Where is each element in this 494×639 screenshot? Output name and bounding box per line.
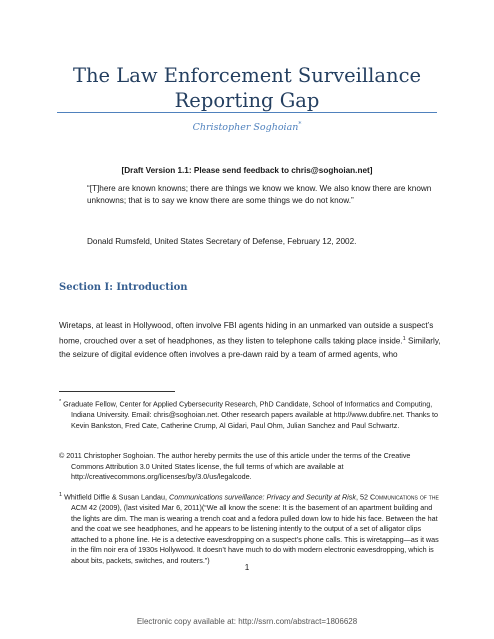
- paper-title-line-2: Reporting Gap: [174, 89, 320, 112]
- body-text-1: Wiretaps, at least in Hollywood, often involve FBI agents hiding in an unmarked van outside a suspect’s home, crouched over a set of headphones, as they listen to telephone calls taking place inside.: [59, 321, 434, 346]
- author-line: [40, 121, 454, 133]
- footnote-1-cite: , 52: [355, 492, 370, 502]
- page-number: 1: [244, 563, 250, 572]
- draft-notice: [Draft Version 1.1: Please send feedback to chris@soghoian.net]: [121, 166, 373, 175]
- paper-title: [40, 63, 454, 113]
- epigraph-attribution: Donald Rumsfeld, United States Secretary of Defense, February 12, 2002.: [87, 237, 357, 246]
- footnote-ref-1[interactable]: 1: [402, 335, 406, 342]
- title-divider: [57, 112, 437, 113]
- footnote-1: [59, 490, 444, 567]
- paper-title-line-1: The Law Enforcement Surveillance: [72, 64, 422, 87]
- author-name: Christopher Soghoian: [192, 122, 299, 134]
- author-footnote-mark[interactable]: *: [298, 121, 302, 128]
- ssrn-footer[interactable]: Electronic copy available at: http://ssrn.com/abstract=1806628: [136, 617, 358, 626]
- footnote-1-book: Communications surveillance: Privacy and Security at Risk: [169, 492, 356, 502]
- body-text-2: Similarly, the seizure of digital evidence often involves a pre-dawn raid by a team of armed agents, who: [59, 336, 441, 359]
- footnote-1-rest: 42 (2009), (last visited Mar 6, 2011)(“We all know the scene: It is the basement of an apartment building and the lights are dim. The man is wearing a trench coat and a fedora pulled down low to hide his face. Between the hat and the coat we see headphones, and he appears to be listening intently to the output of a set of alligator clips attached to a phone line. He is a detective eavesdropping on a suspect’s phone calls. This is wiretapping—as it was in the film noir era of 1930s Hollywood. It doesn’t have much to do with modern electronic eavesdropping, which is about bits, packets, switches, and routers.”): [71, 502, 439, 565]
- epigraph-quote: “[T]here are known knowns; there are things we know we know. We also know there are known unknowns; that is to say we know there are some things we do not know.”: [87, 184, 432, 206]
- footnote-star-text: Graduate Fellow, Center for Applied Cybersecurity Research, PhD Candidate, School of Informatics and Computing, Indiana University. Email: chris@soghoian.net. Other research papers available at http://www.dubfire.net. Thanks to Kevin Bankston, Fred Cate, Catherine Crump, Al Gidari, Paul Ohm, Julian Sanchez and Paul Schwartz.: [63, 399, 438, 430]
- footnote-1-authors: Whitfield Diffie & Susan Landau,: [64, 492, 170, 502]
- section-heading: Section I: Introduction: [59, 282, 188, 293]
- footnote-1-journal: Communications of the ACM: [71, 492, 439, 512]
- footnote-star: [59, 397, 444, 431]
- footnote-separator: [59, 391, 175, 392]
- body-paragraph: [59, 319, 444, 361]
- footnote-star-mark: *: [59, 399, 62, 405]
- footnote-1-mark: 1: [59, 492, 63, 498]
- copyright-text: © 2011 Christopher Soghoian. The author hereby permits the use of this article under the terms of the Creative Commons Attribution 3.0 United States license, the full terms of which are available at http://creativecommons.org/licenses/by/3.0/us/legalcode.: [59, 451, 411, 482]
- copyright-note: [59, 451, 444, 483]
